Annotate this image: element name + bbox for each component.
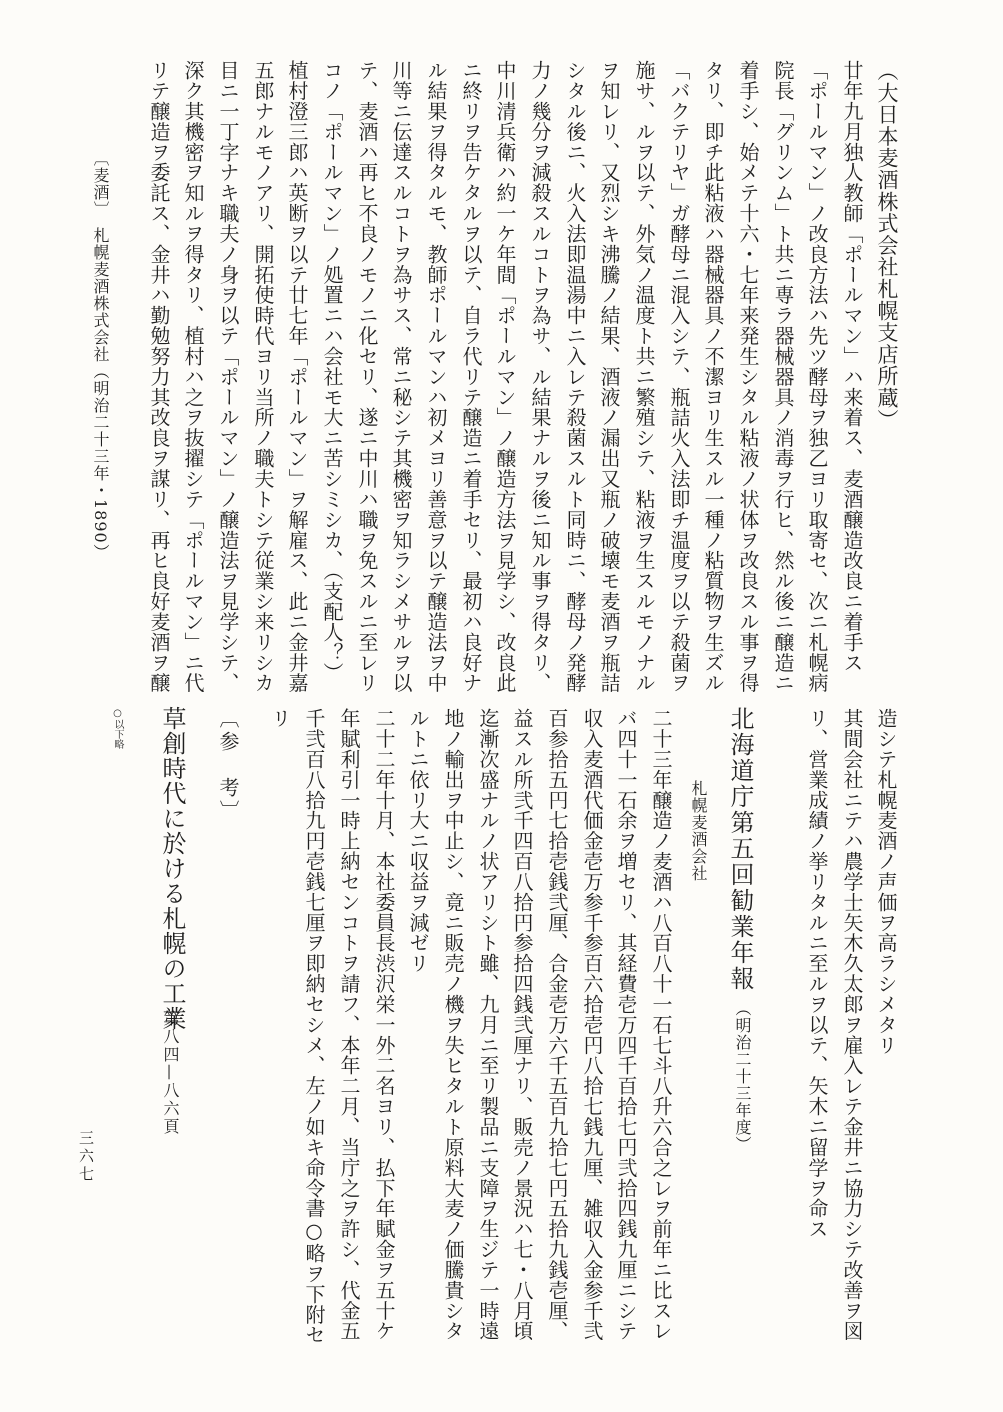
text-line: ルトニ依リ大ニ収益ヲ減ゼリ	[406, 708, 430, 974]
text-line: 植村澄三郎ハ英断ヲ以テ廿七年「ポールマン」ヲ解雇ス、此ニ金井嘉	[285, 60, 309, 694]
text-line: リ、営業成績ノ挙リタルニ至ルヲ以テ、矢木ニ留学ヲ命ス	[805, 708, 829, 1239]
text-line: 着手シ、始メテ十六・七年来発生シタル粘液ノ状体ヲ改良スル事ヲ得	[736, 60, 760, 694]
text-line: タリ、即チ此粘液ハ器械器具ノ不潔ヨリ生スル一種ノ粘質物ヲ生ズル	[701, 60, 725, 694]
text-line: 廿年九月独人教師「ポールマン」ハ来着ス、麦酒醸造改良ニ着手ス	[840, 60, 864, 673]
source-note: （大日本麦酒株式会社札幌支店所蔵）	[875, 60, 899, 431]
text-line: 中川清兵衛ハ約一ケ年間「ポールマン」ノ醸造方法ヲ見学シ、改良此	[493, 60, 517, 694]
text-line: 二十三年醸造ノ麦酒ハ八百八十一石七斗八升六合之レヲ前年ニ比スレ	[649, 708, 673, 1342]
text-line: シタル後ニ、火入法即温湯中ニ入レテ殺菌スルト同時ニ、酵母ノ発酵	[563, 60, 587, 694]
text-line: リテ醸造ヲ委託ス、金井ハ勤勉努力其改良ヲ謀リ、再ヒ良好麦酒ヲ醸	[147, 60, 171, 694]
reference-pages: 第八四—八六頁	[161, 1010, 180, 1136]
text-line: 其間会社ニテハ農学士矢木久太郎ヲ雇入レテ金井ニ協力シテ改善ヲ図	[840, 708, 864, 1342]
text-line: ヲ知レリ、又烈シキ沸騰ノ結果、酒液ノ漏出又瓶ノ破壊モ麦酒ヲ瓶詰	[597, 60, 621, 694]
text-line: 目ニ一丁字ナキ職夫ノ身ヲ以テ「ポールマン」ノ醸造法ヲ見学シテ、	[216, 60, 240, 694]
source-reference: 〔麦酒〕 札幌麦酒株式会社（明治二十三年・1890）	[91, 150, 110, 561]
text-line: 年賦利引一時上納センコトヲ請フ、本年二月、当庁之ヲ許シ、代金五	[337, 708, 361, 1342]
text-line: 収入麦酒代価金壱万参千参百六拾壱円八拾七銭九厘、雑収入金参千弐	[580, 708, 604, 1342]
text-line: コノ「ポールマン」ノ処置ニハ会社モ大ニ苦シミシカ、（支配人？）	[320, 60, 344, 684]
text-line: 五郎ナルモノアリ、開拓使時代ヨリ当所ノ職夫トシテ従業シ来リシカ	[251, 60, 275, 694]
reference-title: 草創時代に於ける札幌の工業	[158, 706, 186, 1031]
text-line: 力ノ幾分ヲ減殺スルコトヲ為サ、ル結果ナルヲ後ニ知ル事ヲ得タリ、	[528, 60, 552, 694]
text-line: 二十二年十月、本社委員長渋沢栄一外二名ヨリ、払下年賦金ヲ五十ケ	[372, 708, 396, 1342]
text-line: 施サ、ルヲ以テ、外気ノ温度ト共ニ繁殖シテ、粘液ヲ生スルモノナル	[632, 60, 656, 694]
text-line: テ、麦酒ハ再ヒ不良ノモノニ化セリ、遂ニ中川ハ職ヲ免スルニ至レリ	[355, 60, 379, 694]
page-number: 三六七	[77, 1130, 95, 1184]
text-line: 「ポールマン」ノ改良方法ハ先ツ酵母ヲ独乙ヨリ取寄セ、次ニ札幌病	[805, 60, 829, 694]
heading-note: （明治二十三年度）	[733, 1000, 752, 1153]
text-line: 造シテ札幌麦酒ノ声価ヲ高ラシメタリ	[874, 708, 898, 1056]
text-line: 地ノ輸出ヲ中止シ、竟ニ販売ノ機ヲ失ヒタルト原料大麦ノ価騰貴シタ	[441, 708, 465, 1342]
text-line: ニ終リヲ告ケタルヲ以テ、自ラ代リテ醸造ニ着手セリ、最初ハ良好ナ	[459, 60, 483, 694]
text-line: バ四十一石余ヲ増セリ、其経費壱万四千百拾七円弐拾四銭九厘ニシテ	[614, 708, 638, 1342]
text-line: 深ク其機密ヲ知ルヲ得タリ、植村ハ之ヲ抜擢シテ「ポールマン」ニ代	[181, 60, 205, 694]
text-line: ル結果ヲ得タルモ、教師ポールマンハ初メヨリ善意ヲ以テ醸造法ヲ中	[424, 60, 448, 694]
omission-note: ○以下略	[112, 708, 123, 749]
text-line: 百参拾五円七拾壱銭弐厘、合金壱万六千五百九拾七円五拾九銭壱厘、	[545, 708, 569, 1342]
text-line: 「バクテリヤ」ガ酵母ニ混入シテ、瓶詰火入法即チ温度ヲ以テ殺菌ヲ	[667, 60, 691, 694]
text-line: 川等ニ伝達スルコトヲ為サス、常ニ秘シテ其機密ヲ知ラシメサルヲ以	[389, 60, 413, 694]
text-line: 益スル所弐千四百八拾円参拾四銭弐厘ナリ、販売ノ景況ハ七・八月頃	[510, 708, 534, 1342]
text-line: 院長「グリンム」ト共ニ専ラ器械器具ノ消毒ヲ行ヒ、然ル後ニ醸造ニ	[771, 60, 795, 694]
section-heading: 北海道庁第五回勧業年報	[726, 706, 754, 992]
company-name: 札幌麦酒会社	[689, 780, 708, 882]
text-line: リ	[268, 708, 292, 729]
text-line: 千弐百八拾九円壱銭七厘ヲ即納セシメ、左ノ如キ命令書○略ヲ下附セ	[302, 708, 326, 1346]
text-line: 迄漸次盛ナルノ状アリシト雖、九月ニ至リ製品ニ支障ヲ生ジテ一時遠	[476, 708, 500, 1342]
reference-label: 〔参 考〕	[216, 708, 240, 823]
